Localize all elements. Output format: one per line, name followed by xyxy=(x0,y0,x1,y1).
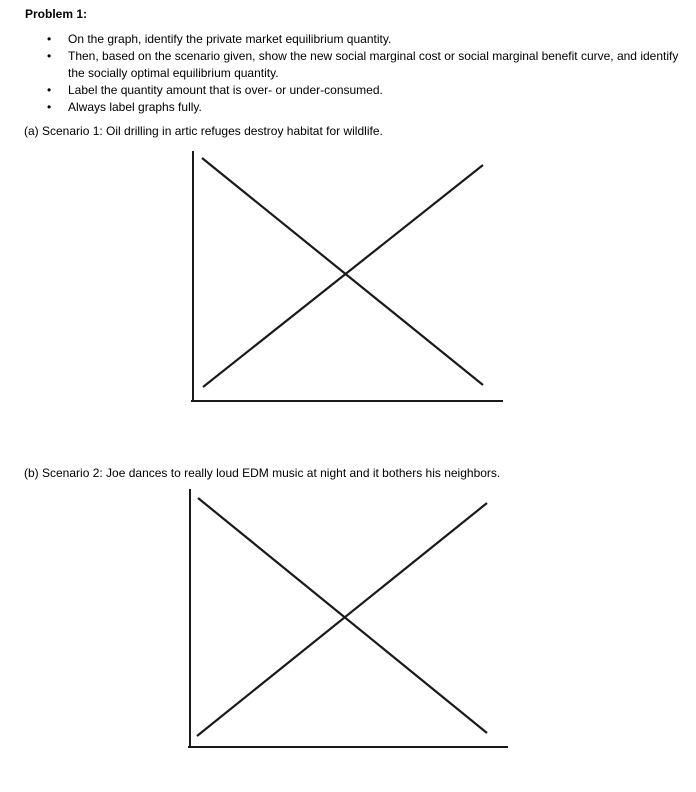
instruction-item xyxy=(0,31,694,48)
demand-curve xyxy=(202,158,483,385)
instruction-text: On the graph, identify the private market equilibrium quantity. xyxy=(68,32,392,46)
supply-curve xyxy=(203,165,483,387)
supply-curve xyxy=(197,503,487,736)
instruction-text: Then, based on the scenario given, show the new social marginal cost or social marginal benefit curve, and identify the socially optimal equilibrium quantity. xyxy=(68,49,679,80)
bullet-icon: • xyxy=(47,49,52,63)
instruction-text: Always label graphs fully. xyxy=(68,100,202,114)
scenario-b-graph xyxy=(188,486,510,751)
demand-curve xyxy=(198,498,487,733)
bullet-icon: • xyxy=(47,83,52,97)
bullet-icon: • xyxy=(47,100,52,114)
instructions-list xyxy=(0,31,696,116)
instruction-item xyxy=(0,48,694,82)
bullet-icon: • xyxy=(47,32,52,46)
instruction-item xyxy=(0,99,694,116)
scenario-b-label: (b) Scenario 2: Joe dances to really loud EDM music at night and it bothers his neighbors. xyxy=(24,466,501,480)
scenario-a-graph xyxy=(191,149,505,405)
scenario-a-label: (a) Scenario 1: Oil drilling in artic refuges destroy habitat for wildlife. xyxy=(24,124,383,138)
instruction-item xyxy=(0,82,694,99)
problem-title: Problem 1: xyxy=(25,7,88,21)
instruction-text: Label the quantity amount that is over- or under-consumed. xyxy=(68,83,383,97)
